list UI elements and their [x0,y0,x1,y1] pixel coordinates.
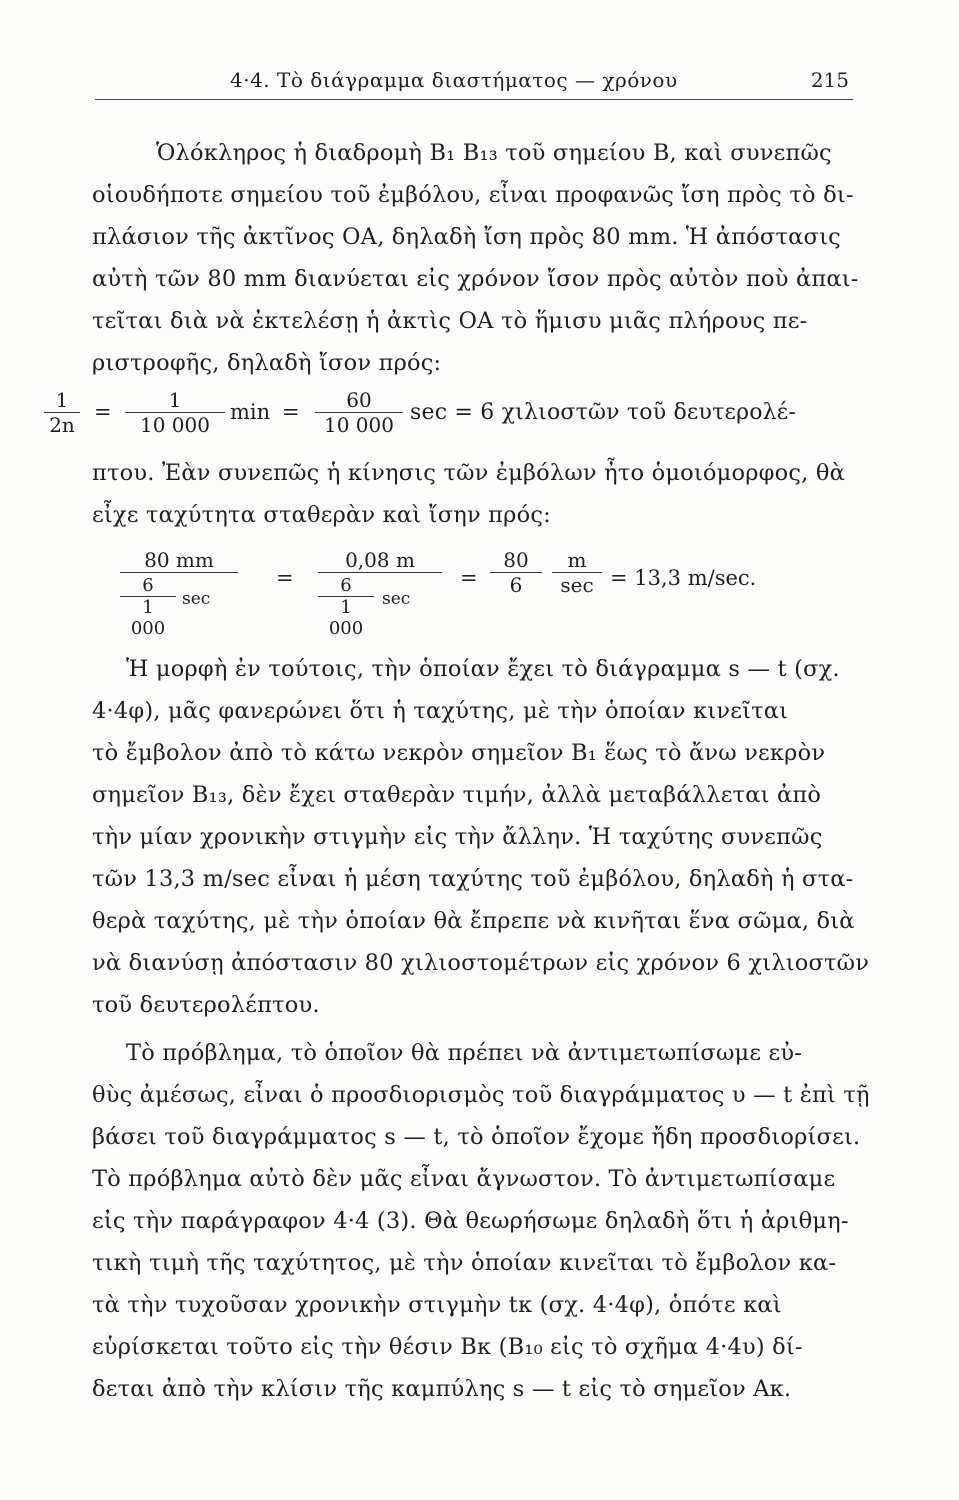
numerator: 80 mm [144,548,214,572]
unit-min: min [230,400,271,424]
text-line: ριστροφῆς, δηλαδὴ ἴσον πρός: [92,350,442,376]
text-line: τῶν 13,3 m/sec εἶναι ἡ μέση ταχύτης τοῦ ἐμβόλου, δηλαδὴ ἡ στα- [92,866,854,892]
text-line: αὐτὴ τῶν 80 mm διανύεται εἰς χρόνον ἴσον πρὸς αὐτὸν ποὺ ἀπαι- [92,266,859,292]
denominator: 2n [49,413,75,437]
text-line: βάσει τοῦ διαγράμματος s — t, τὸ ὁποῖον ἔχομε ἤδη προσδιορίσει. [92,1124,861,1150]
text-line: σημεῖον B₁₃, δὲν ἔχει σταθερὰν τιμήν, ἀλλὰ μεταβάλλεται ἀπὸ [92,782,822,808]
numerator: 1 [168,388,182,412]
equation-tail: sec = 6 χιλιοστῶν τοῦ δευτερολέ- [410,400,797,425]
page-header [95,68,853,100]
fraction-80-over-6 [490,548,542,597]
text-line: 4·4φ), μᾶς φανερώνει ὅτι ἡ ταχύτης, μὲ τὴν ὁποίαν κινεῖται [92,698,789,724]
sub-fraction [120,575,176,639]
header-rule [95,99,853,100]
text-line: οἱουδήποτε σημείου τοῦ ἐμβόλου, εἶναι προφανῶς ἴση πρὸς τὸ δι- [92,182,854,208]
text-line: εὑρίσκεται τοῦτο εἰς τὴν θέσιν Bκ (B₁₀ εἰς τὸ σχῆμα 4·4υ) δί- [92,1334,803,1360]
denominator: 1 000 [130,597,166,639]
page-number: 215 [810,68,849,92]
numerator: 60 [346,388,372,412]
numerator: 6 [340,575,352,596]
text-line: Ἡ μορφὴ ἐν τούτοις, τὴν ὁποίαν ἔχει τὸ διάγραμμα s — t (σχ. [126,656,840,682]
fraction-60-over-10000 [315,388,403,437]
fraction-008m-over-time [318,548,442,639]
numerator: 6 [142,575,154,596]
denominator: 6 [509,573,523,597]
running-title: 4·4. Τὸ διάγραμμα διαστήματος — χρόνου [230,68,678,92]
numerator: m [567,548,587,572]
text-line: Ὁλόκληρος ἡ διαδρομὴ B₁ B₁₃ τοῦ σημείου B, καὶ συνεπῶς [156,140,832,166]
text-line: εἶχε ταχύτητα σταθερὰν καὶ ἴσην πρός: [92,502,551,528]
denominator [120,573,238,639]
unit-sec: sec [382,589,411,609]
text-line: τὴν μίαν χρονικὴν στιγμὴν εἰς τὴν ἄλλην. Ἡ ταχύτης συνεπῶς [92,824,823,850]
text-line: θὺς ἀμέσως, εἶναι ὁ προσδιορισμὸς τοῦ διαγράμματος υ — t ἐπὶ τῇ [92,1082,870,1108]
text-line: εἰς τὴν παράγραφον 4·4 (3). Θὰ θεωρήσωμε δηλαδὴ ὅτι ἡ ἀριθμη- [92,1208,849,1234]
text-line: θερὰ ταχύτης, μὲ τὴν ὁποίαν θὰ ἔπρεπε νὰ κινῆται ἕνα σῶμα, διὰ [92,908,855,934]
denominator: 10 000 [324,413,394,437]
text-line: τικὴ τιμὴ τῆς ταχύτητος, μὲ τὴν ὁποίαν κινεῖται τὸ ἔμβολον κα- [92,1250,837,1276]
text-line: πλάσιον τῆς ἀκτῖνος ΟΑ, δηλαδὴ ἴση πρὸς 80 mm. Ἡ ἀπόστασις [92,224,841,250]
fraction-80mm-over-time [120,548,238,639]
text-line: Τὸ πρόβλημα αὐτὸ δὲν μᾶς εἶναι ἄγνωστον. Τὸ ἀντιμετωπίσαμε [92,1166,836,1192]
unit-sec: sec [182,589,211,609]
text-line: τὸ ἔμβολον ἀπὸ τὸ κάτω νεκρὸν σημεῖον B₁ ἕως τὸ ἄνω νεκρὸν [92,740,826,766]
fraction-1-over-2n [44,388,80,437]
text-line: πτου. Ἐὰν συνεπῶς ἡ κίνησις τῶν ἐμβόλων ἦτο ὁμοιόμορφος, θὰ [92,460,846,486]
equals-sign: = [94,400,112,424]
sub-fraction [318,575,374,639]
text-line: τοῦ δευτερολέπτου. [92,992,320,1018]
equals-sign: = [282,400,300,424]
denominator [318,573,442,639]
equals-sign: = [460,566,478,590]
equals-sign: = [276,566,294,590]
text-line: Τὸ πρόβλημα, τὸ ὁποῖον θὰ πρέπει νὰ ἀντιμετωπίσωμε εὐ- [126,1040,803,1066]
text-line: νὰ διανύσῃ ἀπόστασιν 80 χιλιοστομέτρων εἰς χρόνον 6 χιλιοστῶν [92,950,870,976]
numerator: 80 [503,548,529,572]
denominator: sec [560,573,594,597]
fraction-m-over-sec [552,548,602,597]
text-line: τεῖται διὰ νὰ ἐκτελέσῃ ἡ ἀκτὶς ΟΑ τὸ ἥμισυ μιᾶς πλήρους πε- [92,308,808,334]
denominator: 10 000 [140,413,210,437]
text-line: δεται ἀπὸ τὴν κλίσιν τῆς καμπύλης s — t εἰς τὸ σημεῖον Aκ. [92,1376,792,1402]
equation-result: = 13,3 m/sec. [610,566,757,590]
numerator: 0,08 m [345,548,415,572]
denominator: 1 000 [328,597,364,639]
numerator: 1 [55,388,69,412]
fraction-1-over-10000 [125,388,225,437]
text-line: τὰ τὴν τυχοῦσαν χρονικὴν στιγμὴν tκ (σχ. 4·4φ), ὁπότε καὶ [92,1292,782,1318]
